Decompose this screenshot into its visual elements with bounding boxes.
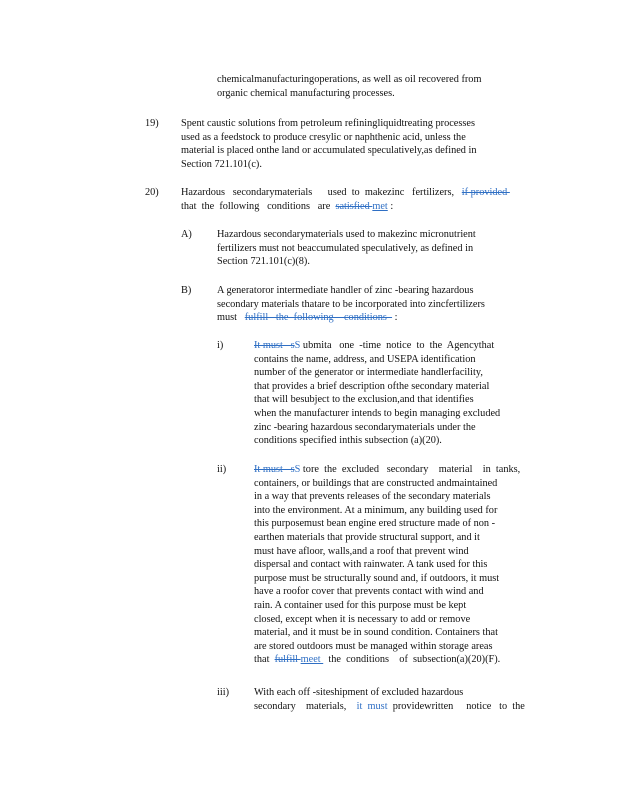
text-line: With each off -siteshipment of excluded hazardous [254, 687, 464, 698]
text-line: material is placed onthe land or accumulated speculatively,as defined in [181, 145, 477, 157]
text-run: secondary materials, [254, 700, 357, 712]
text-line: organic chemical manufacturing processes. [217, 87, 395, 99]
item-20-number: 20) [145, 187, 159, 198]
text-line: rain. A container used for this purpose must be kept [254, 599, 467, 611]
text-line: Spent caustic solutions from petroleum refiningliquidtreating processes [181, 118, 475, 129]
text-line: Hazardous secondarymaterials used to makezinc micronutrient [217, 229, 476, 240]
inserted-text: S [294, 464, 301, 475]
text-line: this purposemust bean engine ered structure made of non - [254, 518, 496, 530]
sub-item-iii-paragraph [254, 686, 525, 713]
text-line [254, 653, 520, 667]
deleted-text: It must s [254, 464, 295, 475]
item-20-paragraph [181, 186, 510, 213]
text-line: closed, except when it is necessary to add or remove [254, 613, 471, 625]
text-line: number of the generator or intermediate handlerfacility, [254, 367, 483, 379]
text-line: zinc -bearing hazardous secondarymaterials under the [254, 421, 476, 433]
deleted-text: It must s [254, 340, 295, 351]
text-line: conditions specified inthis subsection (a)(20). [254, 435, 442, 447]
text-line: used as a feedstock to produce cresylic or naphthenic acid, unless the [181, 131, 466, 143]
deleted-text: satisfied [335, 200, 373, 212]
text-run: ubmita one -time notice to the Agencythat [300, 340, 495, 351]
inserted-text: met [372, 200, 388, 212]
text-run: Hazardous secondarymaterials used to makezinc fertilizers, [181, 187, 462, 198]
text-line: secondary materials thatare to be incorporated into zincfertilizers [217, 298, 485, 310]
text-line: containers, or buildings that are constructed andmaintained [254, 477, 498, 489]
text-line: Section 721.101(c). [181, 158, 262, 170]
text-run: that [254, 654, 275, 666]
text-run: : [392, 312, 398, 324]
text-line [181, 200, 510, 214]
text-line: that will besubject to the exclusion,and that identifies [254, 394, 474, 406]
deleted-text: fulfill [274, 654, 301, 666]
text-run: that the following conditions are [181, 200, 336, 212]
text-line: contains the name, address, and USEPA identification [254, 353, 476, 365]
text-line: must have afloor, walls,and a roof that prevent wind [254, 545, 469, 557]
text-line: in a way that prevents releases of the secondary materials [254, 491, 491, 503]
continuation-paragraph [217, 73, 481, 100]
sub-item-i-label: i) [217, 340, 224, 351]
text-line [217, 311, 485, 325]
text-line: purpose must be structurally sound and, if outdoors, it must [254, 572, 500, 584]
text-line [181, 186, 510, 200]
inserted-text: it must [356, 700, 388, 712]
item-b-paragraph [217, 284, 485, 325]
text-line: when the manufacturer intends to begin managing excluded [254, 407, 501, 419]
sub-item-ii-paragraph [254, 463, 520, 667]
sub-item-i-paragraph [254, 339, 500, 448]
inserted-text: S [294, 340, 301, 351]
text-line: dispersal and contact with rainwater. A tank used for this [254, 559, 488, 571]
text-line: are stored outdoors must be managed within storage areas [254, 640, 493, 652]
text-line: into the environment. At a minimum, any building used for [254, 504, 498, 516]
item-a-paragraph [217, 228, 476, 269]
item-a-letter: A) [181, 229, 192, 240]
text-run: must [217, 312, 245, 324]
sub-item-ii-label: ii) [217, 464, 227, 475]
text-run: providewritten notice to the [387, 700, 525, 712]
sub-item-iii-label: iii) [217, 687, 230, 698]
text-line [254, 463, 520, 477]
text-line [254, 700, 525, 714]
item-b-letter: B) [181, 285, 192, 296]
text-line: chemicalmanufacturingoperations, as well as oil recovered from [217, 74, 482, 85]
text-line: have a roofor cover that prevents contact with wind and [254, 586, 484, 598]
text-line: A generatoror intermediate handler of zinc -bearing hazardous [217, 285, 474, 296]
text-line: fertilizers must not beaccumulated speculatively, as defined in [217, 242, 474, 254]
item-19-paragraph [181, 117, 477, 171]
inserted-text: meet [300, 654, 324, 666]
text-run: : [387, 200, 394, 212]
deleted-text: fulfill the following conditions [244, 312, 393, 324]
text-run: the conditions of subsection(a)(20)(F). [323, 654, 501, 666]
text-line [254, 339, 500, 353]
text-line: Section 721.101(c)(8). [217, 256, 310, 268]
text-line: that provides a brief description ofthe secondary material [254, 380, 490, 392]
text-line: earthen materials that provide structural support, and it [254, 531, 480, 543]
item-19-number: 19) [145, 118, 159, 129]
text-line: material, and it must be in sound condition. Containers that [254, 627, 498, 639]
deleted-text: if provided [461, 187, 510, 198]
text-run: tore the excluded secondary material in tanks, [300, 464, 521, 475]
